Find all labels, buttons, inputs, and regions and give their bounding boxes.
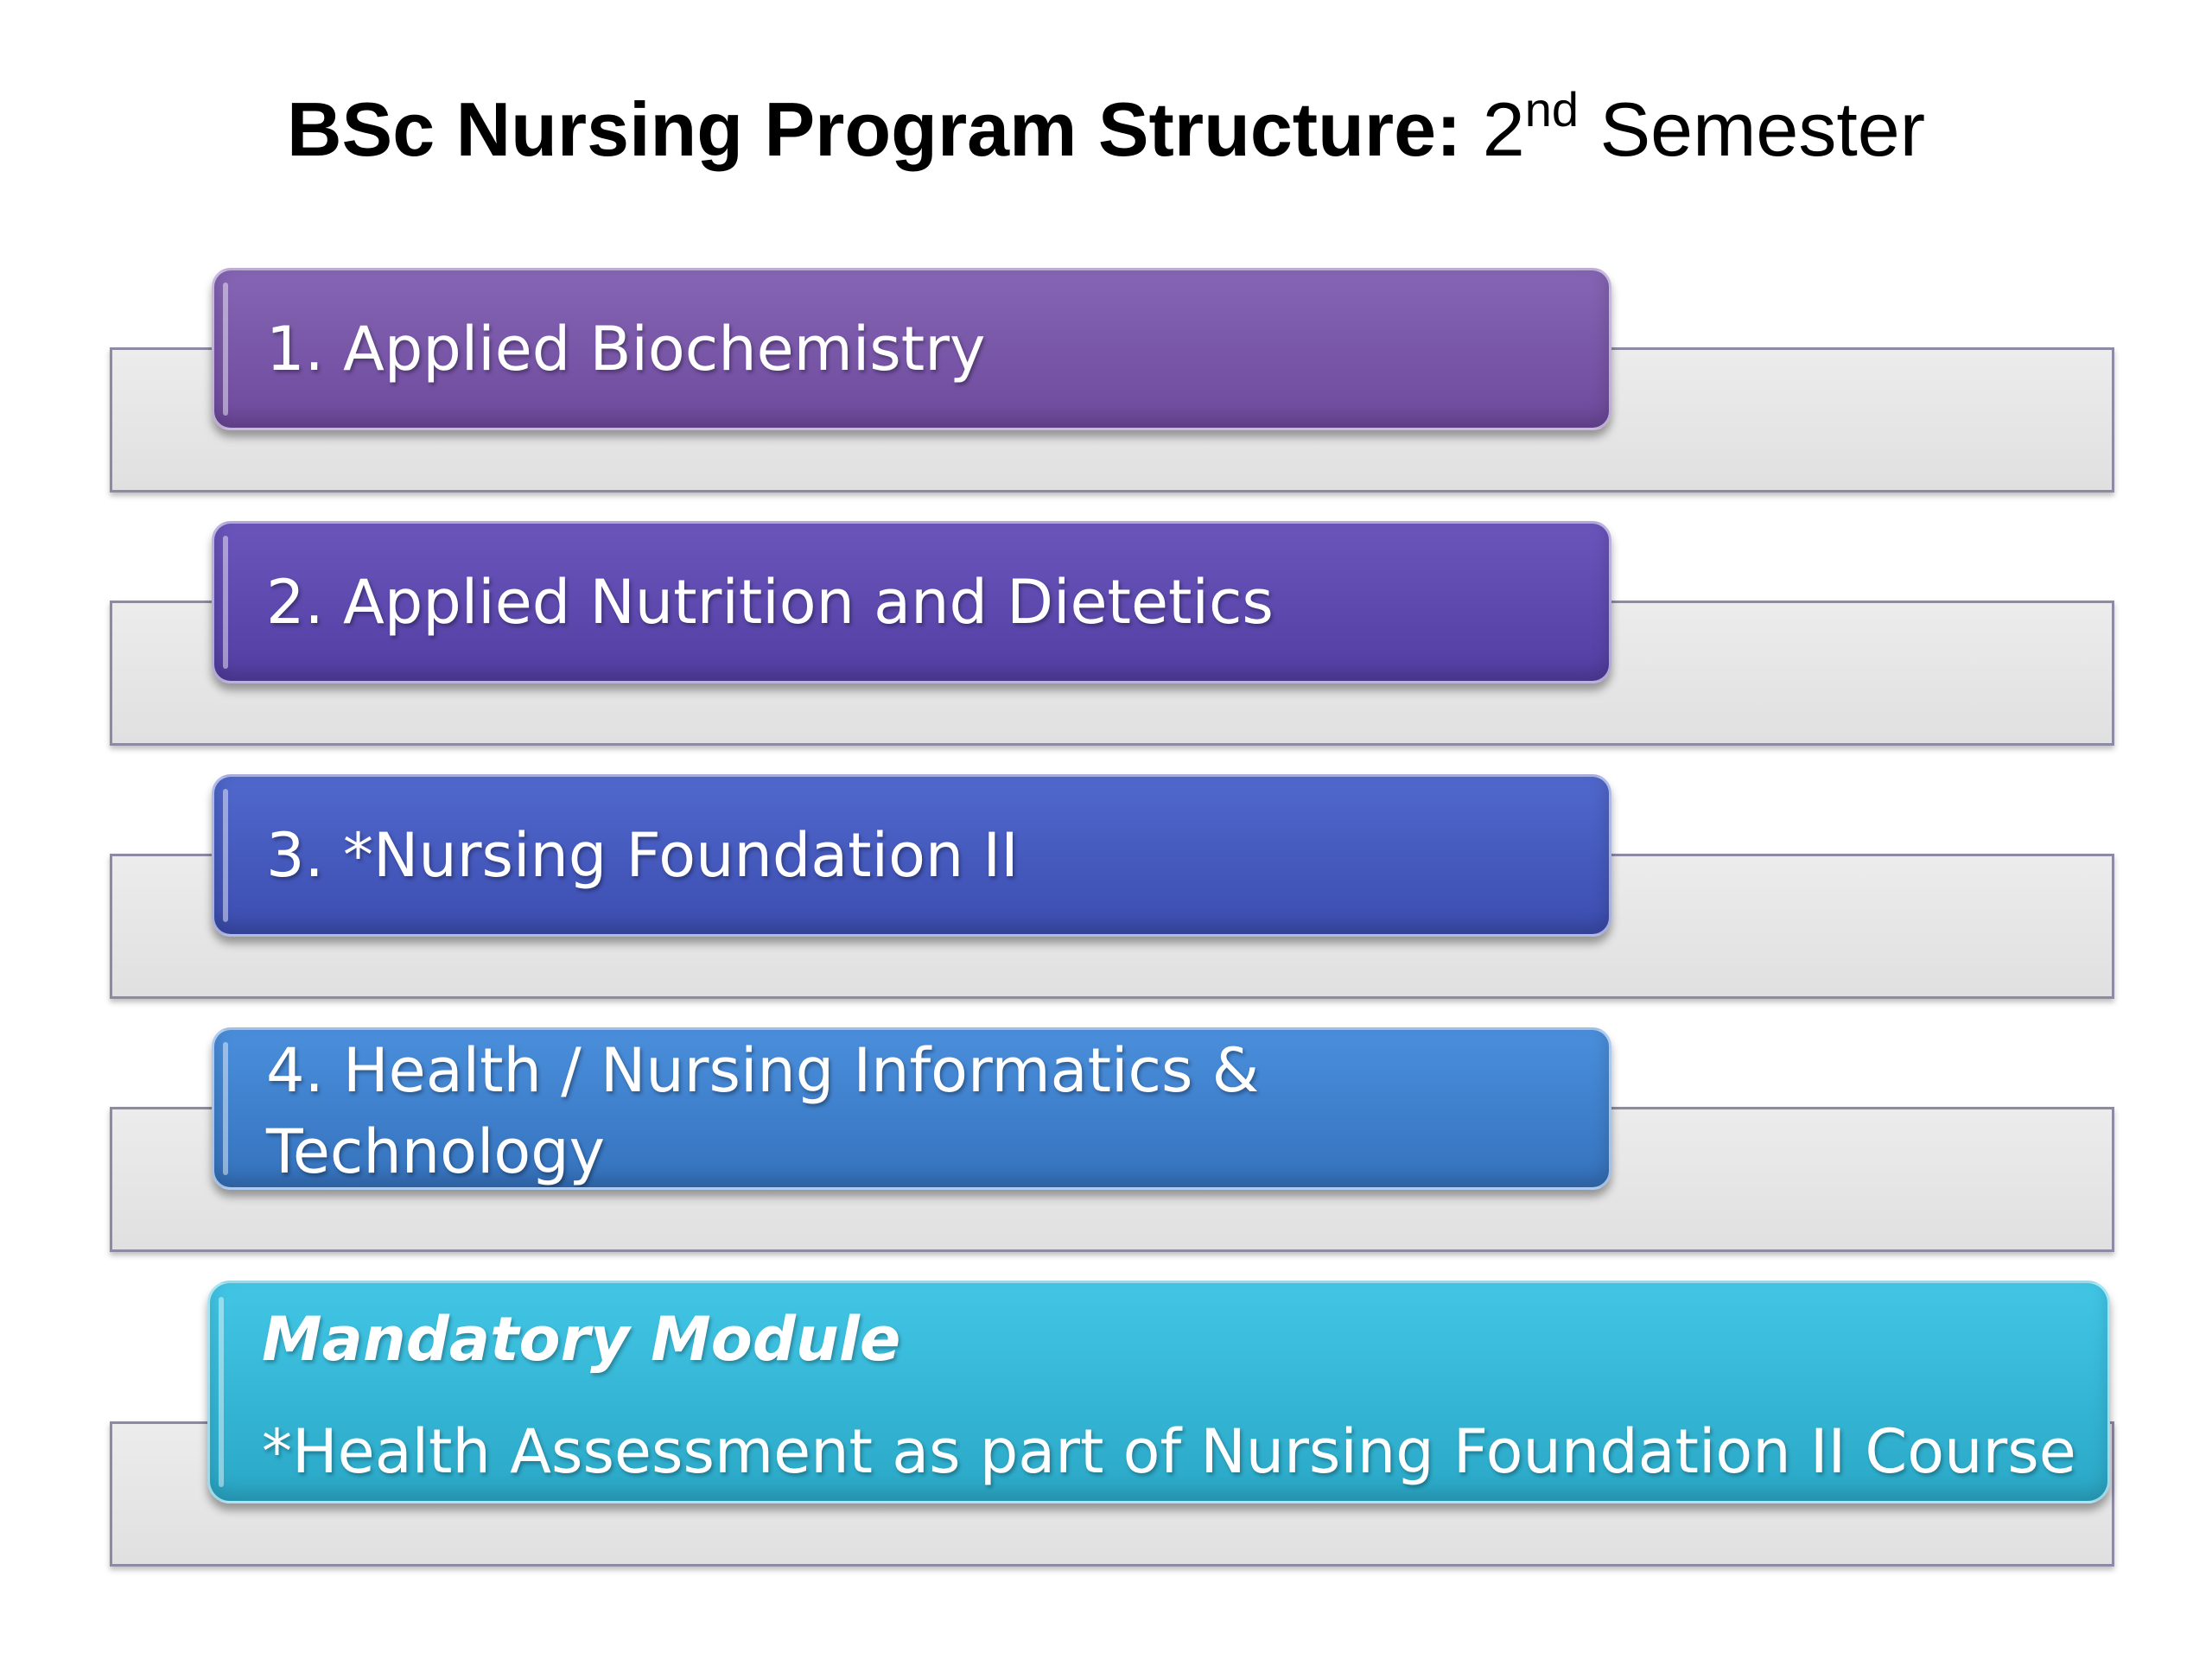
course-bar-2 (212, 521, 1611, 683)
title-semester-number: 2 (1461, 86, 1525, 172)
course-bar-3 (212, 774, 1611, 937)
mandatory-module-text: *Health Assessment as part of Nursing Foundation II Course (262, 1416, 2076, 1487)
course-label-3: 3. *Nursing Foundation II (266, 820, 1019, 891)
mandatory-module-bar (207, 1281, 2110, 1503)
course-label-1: 1. Applied Biochemistry (266, 314, 986, 385)
course-bar-4 (212, 1027, 1611, 1190)
title-semester-word: Semester (1579, 86, 1926, 172)
title-bold-part: BSc Nursing Program Structure: (286, 86, 1462, 172)
course-label-2: 2. Applied Nutrition and Dietetics (266, 567, 1274, 638)
slide-title (0, 82, 2212, 177)
title-superscript: nd (1524, 82, 1579, 137)
course-label-4: 4. Health / Nursing Informatics & Technology (266, 1035, 1260, 1187)
mandatory-module-heading: Mandatory Module (262, 1304, 901, 1375)
course-bar-1 (212, 268, 1611, 430)
